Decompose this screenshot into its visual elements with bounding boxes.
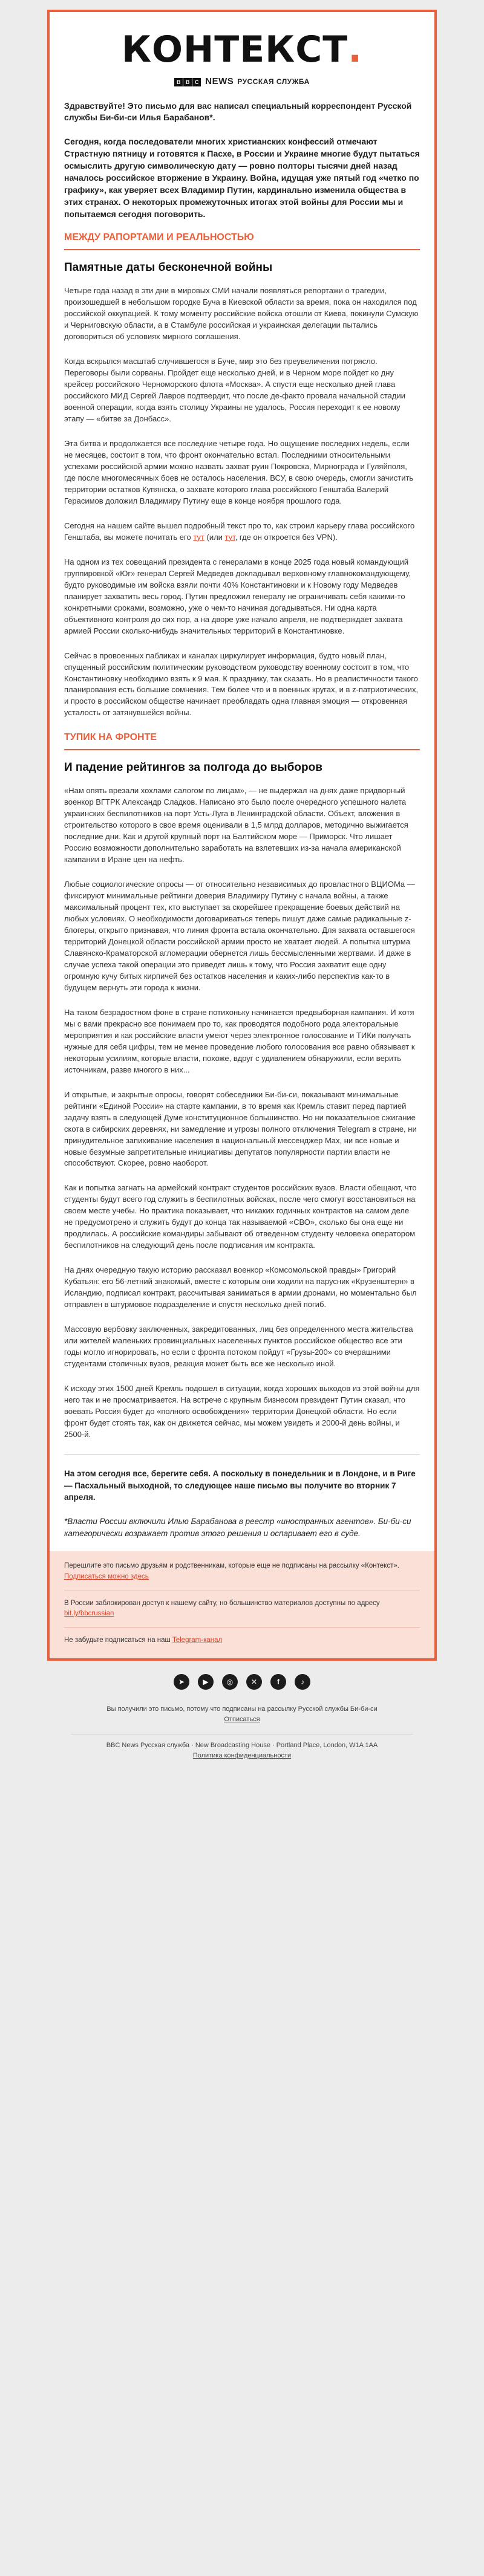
news-word: NEWS	[205, 76, 234, 86]
closing-text: На этом сегодня все, берегите себя. А поскольку в понедельник и в Лондоне, и в Риге — Пасхальный выходной, то следующее наше письмо вы получите во вторник 7 апреля.	[64, 1468, 416, 1502]
bbc-logo-letter: C	[192, 78, 201, 86]
intro	[64, 100, 420, 221]
newsletter-logo[interactable]	[50, 28, 434, 71]
logo-text: КОНТЕКСТ	[122, 28, 348, 71]
newsletter-card	[47, 10, 437, 1661]
youtube-icon[interactable]: ▶	[198, 1674, 214, 1690]
subscribe-link[interactable]: Подписаться можно здесь	[64, 1572, 149, 1580]
forward-text: Перешлите это письмо друзьям и родственникам, которые еще не подписаны на рассылку «Контекст». Подписаться можно здесь	[64, 1562, 399, 1580]
section-body	[64, 285, 420, 719]
paragraph: На таком безрадостном фоне в стране потихоньку начинается предвыборная кампания. И хотя мы с вами прекрасно все понимаем про то, как проводятся подобного рода электоральные мероприятия и как российские власти умеют через электронное голосование и ТИКи получать нужные для себя цифры, тем не менее проведение любого голосования все равно обязывает к некоторым усилиям, которые власти, похоже, вдруг с удивлением обнаружили, если верить источникам, разве многого в них...	[64, 1007, 415, 1074]
section-body	[64, 785, 420, 1440]
newsletter-page	[47, 0, 437, 1780]
paragraph: Четыре года назад в эти дни в мировых СМИ начали появляться репортажи о трагедии, произошедшей в небольшом городке Буча в Киевской области за время, пока он находился под российской оккупацией. К тому моменту российские войска отошли от Киева, покинули Сумскую и Черниговскую области, а в Стамбуле российская и украинская делегации пытались договориться об условиях мирного соглашения.	[64, 286, 419, 342]
social-links	[47, 1661, 437, 1698]
logo-dot: .	[348, 28, 362, 71]
greeting-text: Здравствуйте! Это письмо для вас написал специальный корреспондент Русской службы Би-би-си Илья Барабанов*.	[64, 100, 412, 123]
divider	[64, 1454, 420, 1455]
paragraph: На днях очередную такую историю рассказал военкор «Комсомольской правды» Григорий Кубатьян: его 56-летний знакомый, вместе с которым они ходили на парусник «Крузенштерн» в Исландию, подписал контракт, рассчитывая заниматься в армии дронами, но моментально был отправлен в штурмовое подразделение и спустя несколько дней погиб.	[64, 1265, 417, 1309]
footer	[47, 1698, 437, 1762]
lead-text: Сегодня, когда последователи многих христианских конфессий отмечают Страстную пятницу и готовятся к Пасхе, в России и Украине многие будут пытаться осмыслить другую символическую дату — ровно полторы тысячи дней назад началось российское вторжение в Украину. Война, идущая уже пятый год «четко по графику», как уверяет всех Владимир Путин, кардинально изменила общества в этих странах. О некоторых промежуточных итогах этой войны для России мы и попытаемся сегодня поговорить.	[64, 137, 420, 219]
paragraph: Когда вскрылся масштаб случившегося в Буче, мир это без преувеличения потрясло. Переговоры были сорваны. Пройдет еще несколько дней, и в Черном море пойдет ко дну крейсер российского Черноморского флота «Москва». А спустя еще несколько дней глава российского МИД Сергей Лавров подтвердит, что после де-факто провала начальной стадии военной операции, когда взять столицу Украины не удалось, Россия переходит к ее новому этапу — «битве за Донбасс».	[64, 357, 406, 424]
telegram-icon[interactable]: ➤	[174, 1674, 189, 1690]
section-title: И падение рейтингов за полгода до выборов	[64, 761, 322, 774]
mirror-article-link[interactable]: тут	[224, 532, 235, 542]
masthead	[50, 12, 434, 100]
paragraph: «Нам опять врезали хохлами салогом по лицам», — не выдержал на днях даже придворный военкор ВГТРК Александр Сладков. Написано это было после очередного успешного налета украинских беспилотников на порт Усть-Луга в Ленинградской области. Объект, вложения в строительство которого в свое время оценивали в 1,5 млрд долларов, методично выжигается последние дни. Как и другой крупный порт на Балтийском море — Приморск. Что лишает Россию возможности дополнительно заработать на взлетевших из-за начала американской кампании в Иране цен на нефть.	[64, 786, 408, 865]
promo-box	[50, 1551, 434, 1658]
paragraph: На одном из тех совещаний президента с генералами в конце 2025 года новый командующий группировкой «Юг» генерал Сергей Медведев докладывал верховному главнокомандующему, будто руководимые им войска взяли почти 40% Константиновки и к Новому году Медведев планирует захватить весь город. Путин предложил генералу не ограничивать себя какими-то конкретными сроками, возможно, уже о чем-то начиная догадываться. Ни одна карта объективного контроля до сих пор, а на дворе уже начало апреля, не подтверждает захвата армией России сколько-нибудь значительных территорий в Константиновке.	[64, 557, 411, 635]
paragraph: Как и попытка загнать на армейский контракт студентов российских вузов. Власти обещают, что студенты будут всего год служить в беспилотных войсках, после чего смогут восстановиться на своем месте учебы. Но практика показывает, что никаких годичных контрактов на самом деле не предусмотрено и служить будут до конца так называемой «СВО», сколько бы она еще ни продлилась. А российские командиры забывают об отведенном студенту человека оператором беспилотников на следующий день после подписания им контракта.	[64, 1183, 417, 1250]
bbc-news-russian-brand[interactable]	[174, 76, 310, 86]
section-label: ТУПИК НА ФРОНТЕ	[64, 732, 157, 743]
instagram-icon[interactable]: ◎	[222, 1674, 238, 1690]
foreign-agent-note: *Власти России включили Илью Барабанова в реестр «иностранных агентов». Би-би-си категорически возражает против этого решения и оспаривает его в суде.	[64, 1516, 411, 1538]
mirror-text: В России заблокирован доступ к нашему сайту, но большинство материалов доступны по адресу bit.ly/bbcrussian	[64, 1599, 380, 1618]
subscription-reason: Вы получили это письмо, потому что подписаны на рассылку Русской службы Би-би-си	[106, 1705, 378, 1713]
section-divider	[64, 749, 420, 750]
telegram-channel-link[interactable]: Telegram-канал	[172, 1637, 223, 1644]
unsubscribe-link[interactable]: Отписаться	[224, 1716, 260, 1724]
paragraph: И открытые, и закрытые опросы, говорят собеседники Би-би-си, показывают минимальные рейтинги «Единой России» на старте кампании, в то время как Кремль ставит перед партией задачу взять в следующей Думе конституционное большинство. Но ни показательное сжигание скота в сибирских деревнях, ни замедление и угрозы полного отключения Telegram в стране, ни принудительное запихивание населения в национальный мессенджер Max, ни все новые и новые безумные запретительные инициативы депутатов популярности партии власти не способствуют. Скорее, ровно наоборот.	[64, 1089, 417, 1168]
section-divider	[64, 249, 420, 250]
mirror-site-link[interactable]: bit.ly/bbcrussian	[64, 1610, 114, 1618]
privacy-policy-link[interactable]: Политика конфиденциальности	[192, 1752, 292, 1760]
footer-address: BBC News Русская служба · New Broadcasting House · Portland Place, London, W1A 1AA	[106, 1741, 378, 1749]
telegram-text: Не забудьте подписаться на наш Telegram-канал	[64, 1637, 223, 1644]
paragraph: Эта битва и продолжается все последние четыре года. Но ощущение последних недель, если не месяцев, состоит в том, что фронт окончательно встал. Последними относительными успехами российской армии можно назвать захват руин Покровска, Мирнограда и Гуляйполя, где после многомесячных боев не осталось населения. ВСУ, в свою очередь, смогли зачистить территории остатков Купянска, о захвате которого глава российского Генштаба Валерий Герасимов доложил Владимиру Путину еще в конце ноября прошлого года.	[64, 439, 414, 505]
paragraph: Массовую вербовку заключенных, закредитованных, лиц без определенного места жительства или жителей маленьких провинциальных населенных пунктов российское общество все эти годы могло игнорировать, но если с фронта потоком пойдут «Грузы-200» со вчерашними студентами столичных вузов, реакция может быть все же несколько иной.	[64, 1325, 413, 1369]
paragraph: Любые социологические опросы — от относительно независимых до провластного ВЦИОМа — фиксируют минимальные рейтинги доверия Владимиру Путину с начала войны, а также максимальный процент тех, кто выступает за скорейшее прекращение боевых действий на любых условиях. О необходимости договариваться теперь пишут даже самые радикальные z-блогеры, открыто признавая, что линия фронта встала окончательно. Для захвата оставшегося территорий Донецкой области российской армии просто не хватает людей. А попытка штурма Славянско-Краматорской агломерации обернется лишь бессмысленными жертвами. И даже в случае успеха такой операции это приведет лишь к тому, что Россия захватит еще одну огромную кучу битых кирпичей без остатков населения и каких-либо перспектив как-то в будущем вернуть эти города к жизни.	[64, 880, 415, 992]
article-link[interactable]: тут	[193, 532, 204, 542]
newsletter-content	[50, 100, 434, 1540]
section-title: Памятные даты бесконечной войны	[64, 261, 273, 274]
section-label: МЕЖДУ РАПОРТАМИ И РЕАЛЬНОСТЬЮ	[64, 232, 254, 243]
paragraph: К исходу этих 1500 дней Кремль подошел в ситуации, когда хороших выходов из этой войны для него так и не просматривается. На встрече с крупным бизнесом президент Путин сказал, что воевать Россия будет до «полного освобождения» территории Донецкой области. Но если фронт будет стоять так, как он движется сейчас, мы можем увидеть и 2000-й день войны, и 2500-й.	[64, 1384, 420, 1439]
paragraph: Сейчас в провоенных пабликах и каналах циркулирует информация, будто новый план, спущенный российским политическим руководством руководству военному состоит в том, что Константиновку необходимо взять к 9 мая. К празднику, так сказать. Но в реалистичности такого планирования есть большие сомнения. Тем более что и в военных кругах, и в z-патриотических, и просто в российском обществе начинает преобладать одна главная эмоция — откровенная усталость от затянувшейся войны.	[64, 650, 419, 718]
bbc-logo-letter: B	[174, 78, 183, 86]
service-word: РУССКАЯ СЛУЖБА	[237, 77, 310, 86]
paragraph-with-links: Сегодня на нашем сайте вышел подробный текст про то, как строил карьеру глава российского Генштаба, вы можете почитать его тут (или тут, где он откроется без VPN).	[64, 521, 415, 542]
tiktok-icon[interactable]: ♪	[295, 1674, 310, 1690]
x-icon[interactable]: ✕	[246, 1674, 262, 1690]
promo-divider	[64, 1627, 420, 1628]
facebook-icon[interactable]: f	[270, 1674, 286, 1690]
bbc-logo-letter: B	[183, 78, 192, 86]
closing	[64, 1468, 420, 1540]
